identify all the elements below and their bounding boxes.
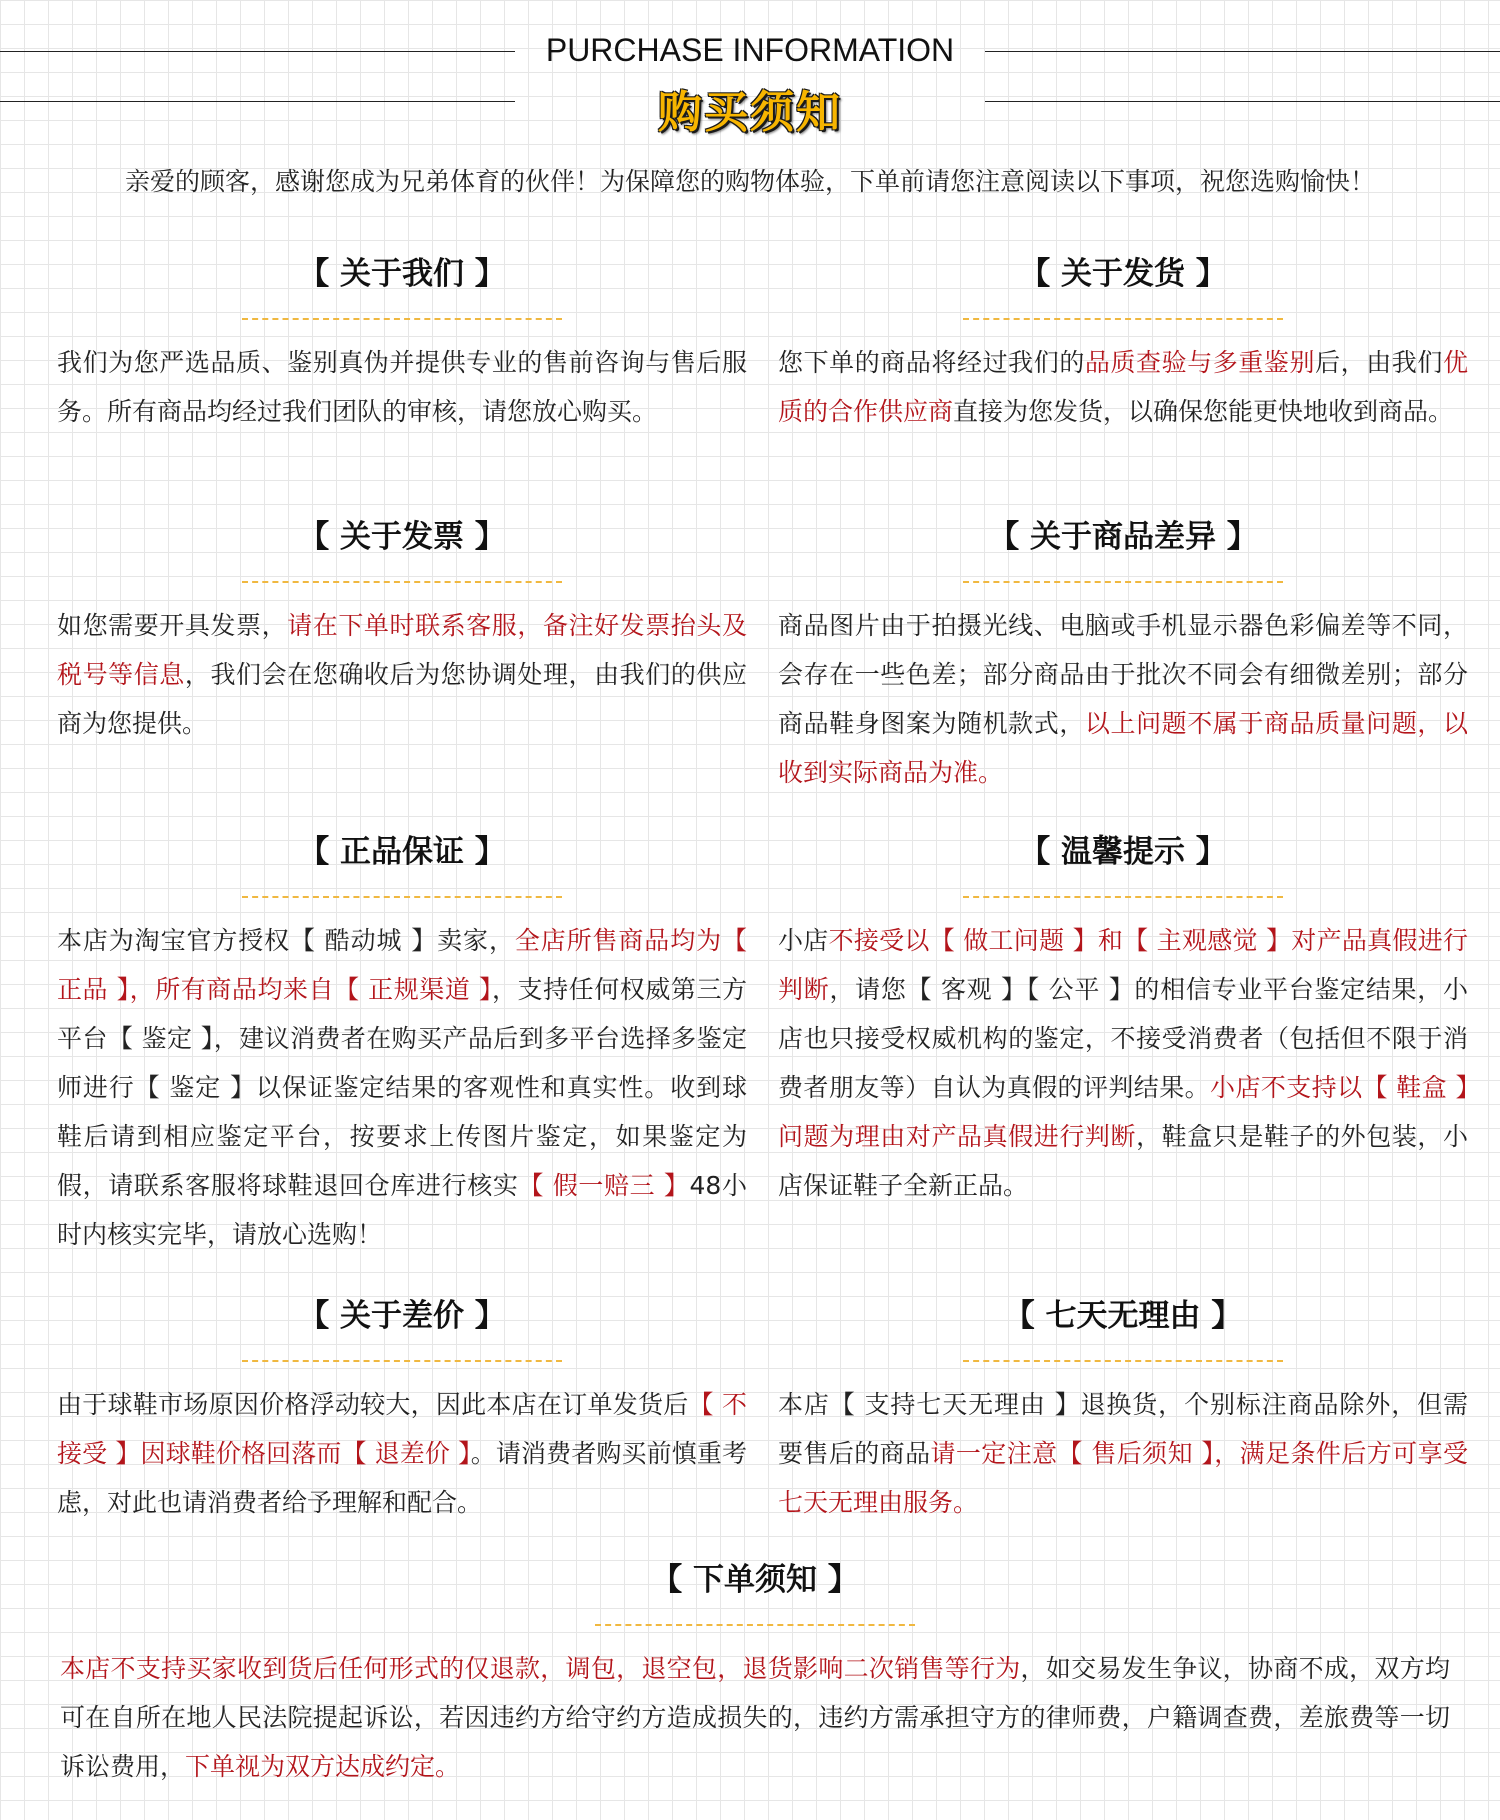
- section-body: [778, 601, 1468, 797]
- body-text: 商品图片由于拍摄光线、电脑或手机显示器色彩偏差等不同，会存在一些色差；部分商品由于批次不同会有细微差别；部分商品鞋身图案为随机款式，: [778, 611, 1468, 738]
- section-title: 【 关于商品差异 】: [988, 519, 1258, 555]
- section-title: 【 关于差价 】: [298, 1298, 506, 1334]
- section-title: 【 七天无理由 】: [1003, 1298, 1243, 1334]
- body-text: 48小时内核实完毕，请放心选购！: [57, 1171, 747, 1249]
- highlight-text: 优质的合作供应商: [778, 348, 1468, 426]
- highlight-text: 全店所售商品均为【 正品 】，所有商品均来自【 正规渠道 】: [57, 926, 747, 1004]
- body-text: 小店: [778, 926, 829, 955]
- section-divider: [242, 896, 562, 898]
- body-text: 直接为您发货，以确保您能更快地收到商品。: [953, 397, 1454, 426]
- section-divider: [242, 318, 562, 320]
- highlight-text: 请一定注意【 售后须知 】，满足条件后方可享受七天无理由服务。: [778, 1439, 1468, 1517]
- body-text: ，请您【 客观 】【 公平 】的相信专业平台鉴定结果，小店也只接受权威机构的鉴定，不接受消费者（包括但不限于消费者朋友等）自认为真假的评判结果。: [778, 975, 1468, 1102]
- body-text: 如您需要开具发票，: [57, 611, 288, 640]
- highlight-text: 以上问题不属于商品质量问题，以收到实际商品为准。: [778, 709, 1468, 787]
- section-body: [778, 1380, 1468, 1527]
- highlight-text: 【 假一赔三 】: [518, 1171, 690, 1200]
- section-divider: [963, 318, 1283, 320]
- body-text: ，支持任何权威第三方平台【 鉴定 】，建议消费者在购买产品后到多平台选择多鉴定师进行【 鉴定 】以保证鉴定结果的客观性和真实性。收到球鞋后请到相应鉴定平台，按要求上传图片鉴定，如果鉴定为假，请联系客服将球鞋退回仓库进行核实: [57, 975, 747, 1200]
- section-divider: [963, 1360, 1283, 1362]
- section-body: [778, 916, 1468, 1210]
- highlight-text: 请在下单时联系客服，备注好发票抬头及税号等信息: [57, 611, 747, 689]
- section-tips: [778, 830, 1468, 1210]
- highlight-text: 品质查验与多重鉴别: [1084, 348, 1316, 377]
- section-divider: [242, 1360, 562, 1362]
- section-divider: [963, 896, 1283, 898]
- section-divider: [963, 581, 1283, 583]
- body-text: ，我们会在您确收后为您协调处理，由我们的供应商为您提供。: [57, 660, 747, 738]
- body-text: 本店为淘宝官方授权【 酷动城 】卖家，: [57, 926, 515, 955]
- section-body: [778, 338, 1468, 436]
- section-product-difference: [778, 515, 1468, 797]
- page-title-chinese: 购买须知: [658, 87, 842, 138]
- section-title: 【 关于我们 】: [298, 256, 506, 292]
- body-text: 。请消费者购买前慎重考虑，对此也请消费者给予理解和配合。: [57, 1439, 747, 1517]
- body-text: ，如交易发生争议，协商不成，双方均可在自所在地人民法院提起诉讼，若因违约方给守约方造成损失的，违约方需承担守方的律师费，户籍调查费，差旅费等一切诉讼费用，: [60, 1654, 1450, 1781]
- section-title: 【 关于发票 】: [298, 519, 506, 555]
- highlight-text: 本店不支持买家收到货后任何形式的仅退款，调包，退空包，退货影响二次销售等行为: [60, 1654, 1021, 1683]
- section-order-notice: [60, 1558, 1450, 1791]
- section-invoice: [57, 515, 747, 748]
- body-text: 后，由我们: [1315, 348, 1443, 377]
- section-about-us: [57, 252, 747, 436]
- highlight-text: 小店不支持以【 鞋盒 】问题为理由对产品真假进行判断: [778, 1073, 1468, 1151]
- section-body: [57, 916, 747, 1259]
- section-title: 【 关于发货 】: [1019, 256, 1227, 292]
- intro-text: 亲爱的顾客，感谢您成为兄弟体育的伙伴！为保障您的购物体验，下单前请您注意阅读以下事项，祝您选购愉快！: [124, 167, 1375, 196]
- section-divider: [595, 1624, 915, 1626]
- body-text: ，鞋盒只是鞋子的外包装，小店保证鞋子全新正品。: [778, 1122, 1468, 1200]
- section-body: [57, 338, 747, 436]
- body-text: 我们为您严选品质、鉴别真伪并提供专业的售前咨询与售后服务。所有商品均经过我们团队的审核，请您放心购买。: [57, 348, 747, 426]
- highlight-text: 下单视为双方达成约定。: [185, 1752, 461, 1781]
- section-price-difference: [57, 1294, 747, 1527]
- section-title: 【 温馨提示 】: [1019, 834, 1227, 870]
- body-text: 由于球鞋市场原因价格浮动较大，因此本店在订单发货后: [57, 1390, 689, 1419]
- section-body: [57, 601, 747, 748]
- section-title: 【 正品保证 】: [298, 834, 506, 870]
- section-shipping: [778, 252, 1468, 436]
- section-body: [57, 1380, 747, 1527]
- section-divider: [242, 581, 562, 583]
- highlight-text: 不接受以【 做工问题 】和【 主观感觉 】对产品真假进行判断: [778, 926, 1468, 1004]
- section-title: 【 下单须知 】: [651, 1562, 859, 1598]
- body-text: 您下单的商品将经过我们的: [778, 348, 1085, 377]
- section-seven-days: [778, 1294, 1468, 1527]
- highlight-text: 【 不接受 】因球鞋价格回落而【 退差价 】: [57, 1390, 747, 1468]
- body-text: 本店【 支持七天无理由 】退换货，个别标注商品除外，但需要售后的商品: [778, 1390, 1468, 1468]
- section-authentic-guarantee: [57, 830, 747, 1259]
- section-body: [60, 1644, 1450, 1791]
- page-title-english: PURCHASE INFORMATION: [545, 32, 955, 68]
